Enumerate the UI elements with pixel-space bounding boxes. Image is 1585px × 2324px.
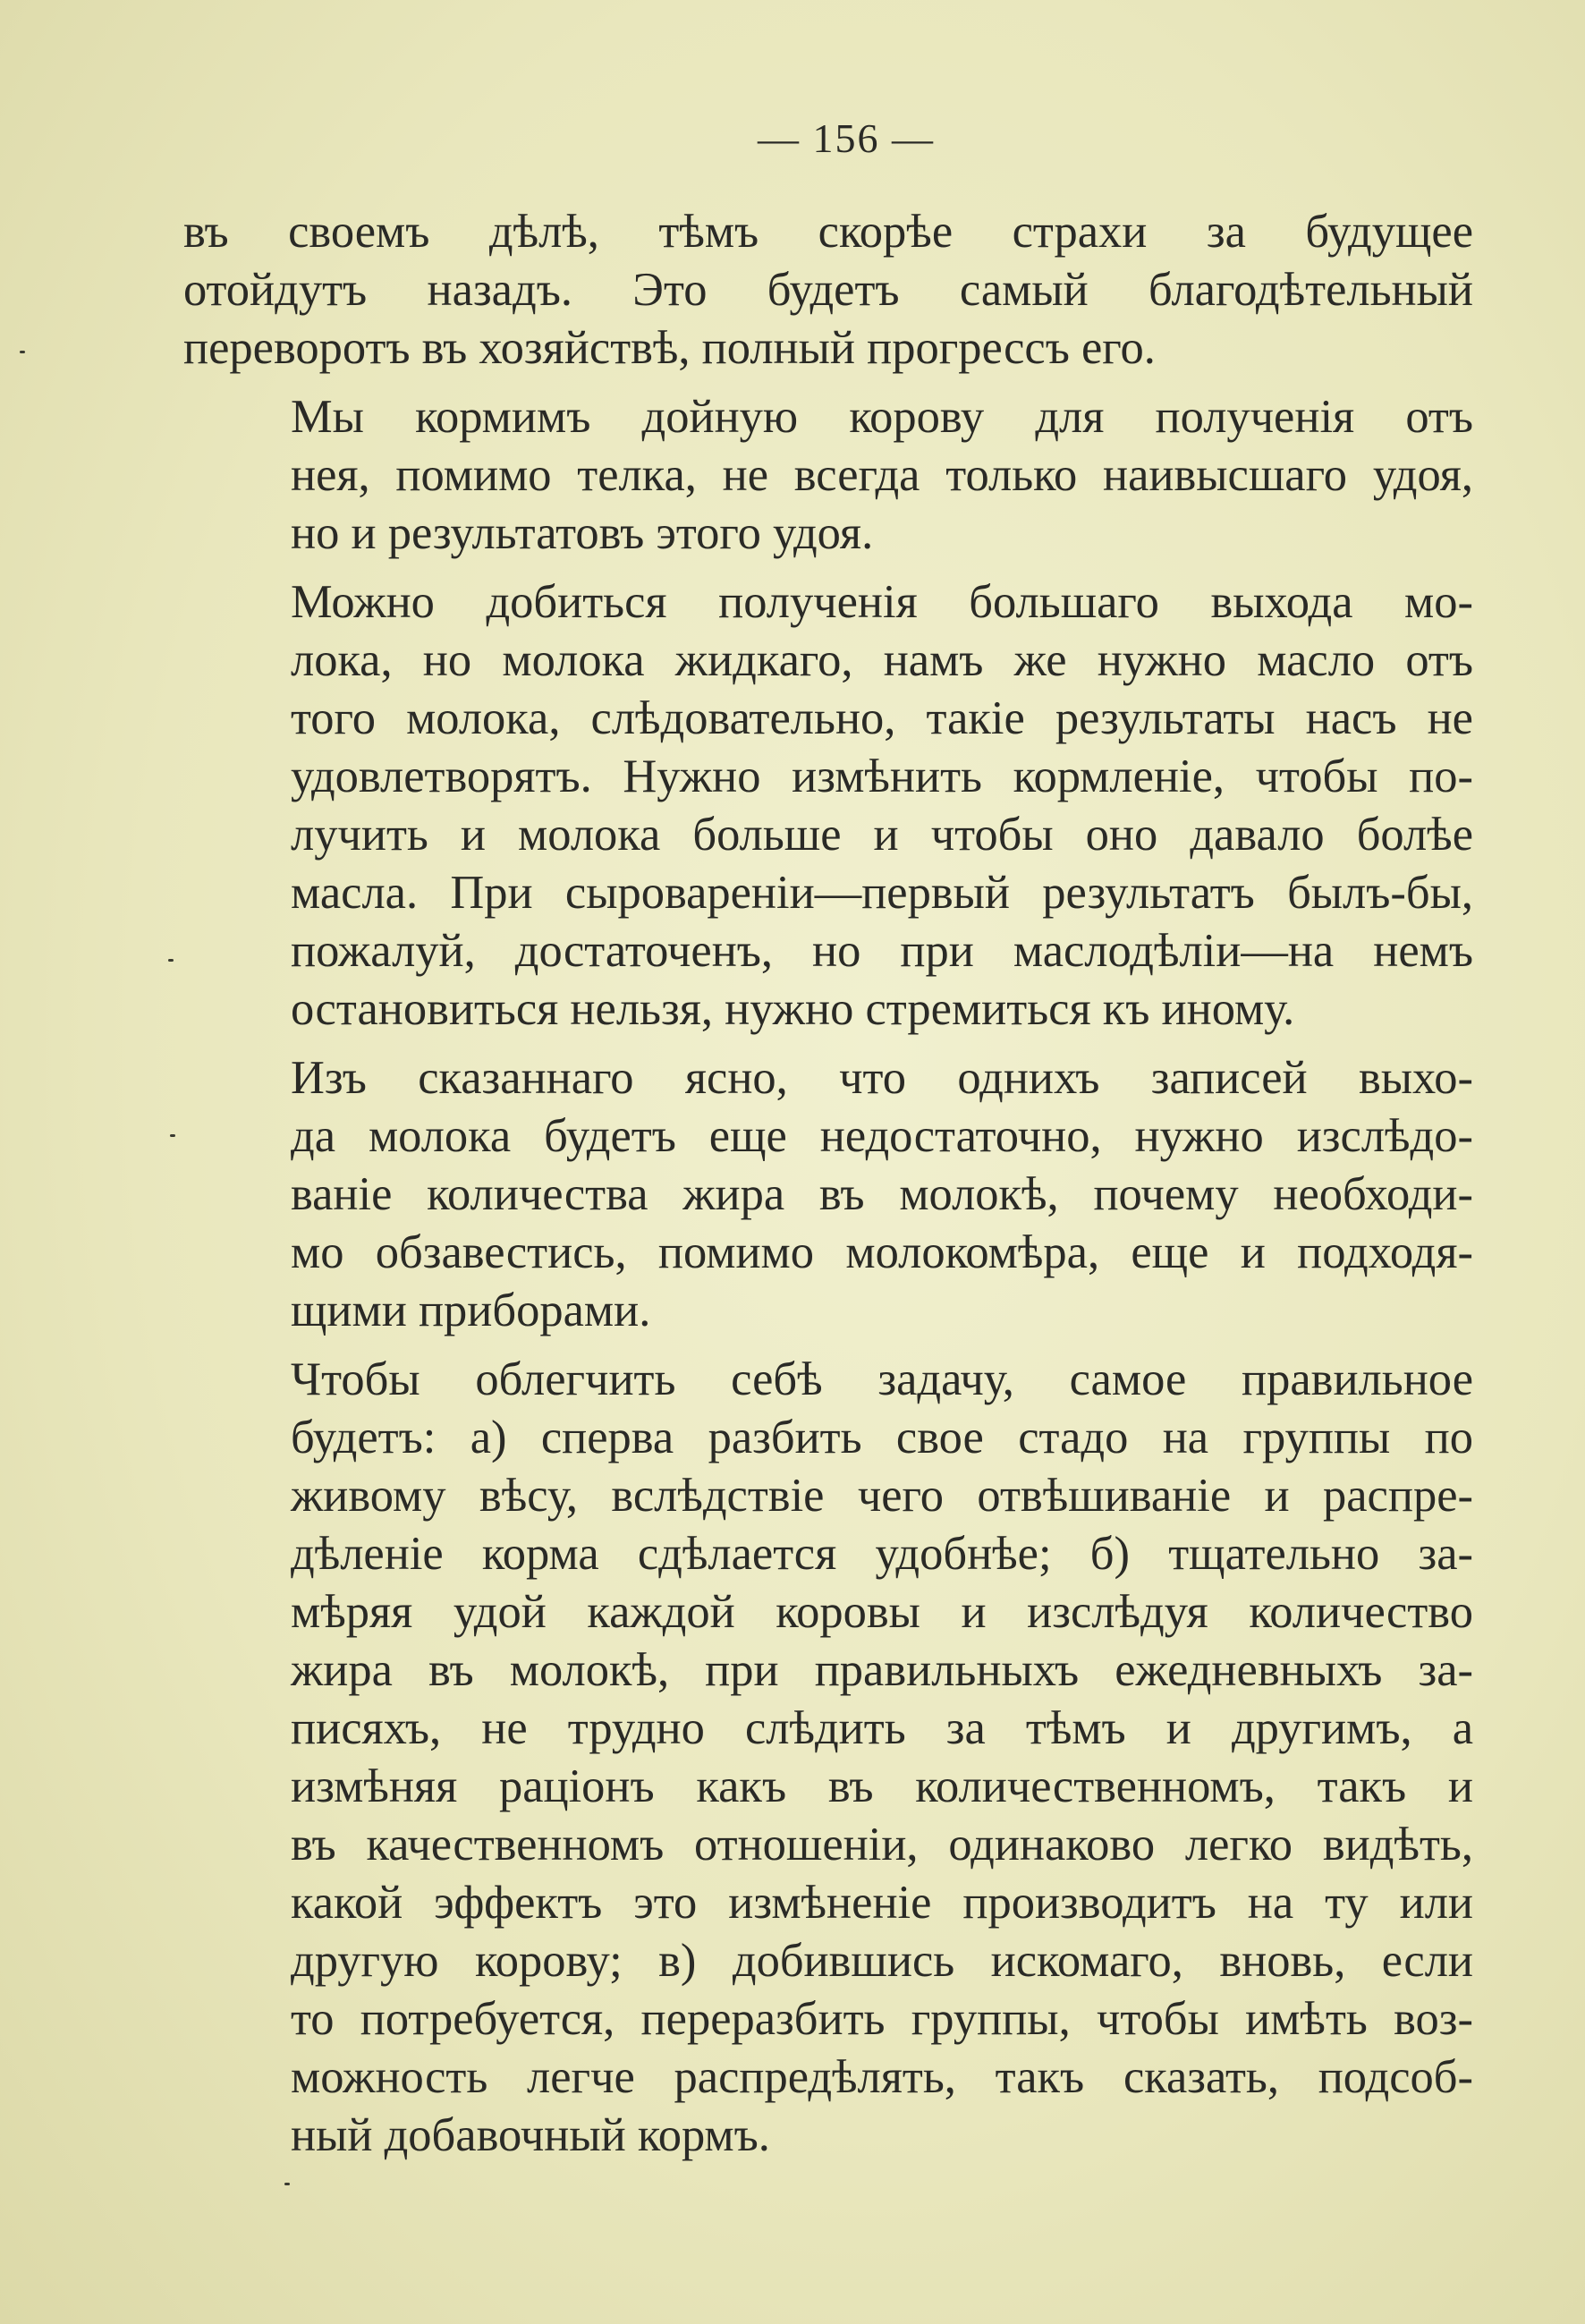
text-line: Чтобы облегчить себѣ задачу, самое правильное [291,1353,1473,1405]
text-line: удовлетворятъ. Нужно измѣнить кормленіе, чтобы по- [291,751,1473,802]
text-line: Мы кормимъ дойную корову для полученія отъ [291,391,1473,443]
text-line: лока, но молока жидкаго, намъ же нужно масло отъ [291,634,1473,686]
text-line: измѣняя раціонъ какъ въ количественномъ, такъ и [291,1760,1473,1812]
text-line: въ качественномъ отношеніи, одинаково легко видѣть, [291,1819,1473,1870]
text-line: то потребуется, переразбить группы, чтобы имѣть воз- [291,1993,1473,2045]
text-line: Можно добиться полученія большаго выхода мо- [291,576,1473,628]
text-line: въ своемъ дѣлѣ, тѣмъ скорѣе страхи за будущее [183,206,1473,258]
text-line: писяхъ, не трудно слѣдить за тѣмъ и другимъ, а [291,1702,1473,1754]
text-line: масла. При сыровареніи—первый результатъ былъ-бы, [291,867,1473,919]
text-line: можность легче распредѣлять, такъ сказать, подсоб- [291,2051,1473,2103]
text-line: жира въ молокѣ, при правильныхъ ежедневныхъ за- [291,1644,1473,1696]
text-line: ный добавочный кормъ. [291,2109,770,2161]
paragraph [183,573,1473,1039]
text-line: живому вѣсу, вслѣдствіе чего отвѣшиваніе и распре- [291,1470,1473,1522]
text-line: щими приборами. [291,1285,651,1336]
page-number: — 156 — [758,115,935,161]
text-line: нея, помимо телка, не всегда только наивысшаго удоя, [291,449,1473,501]
text-line: да молока будетъ еще недостаточно, нужно изслѣдо- [291,1110,1473,1162]
speck-mark [168,959,174,962]
paragraph [183,203,1473,377]
speck-mark [284,2183,290,2185]
text-line: мѣряя удой каждой коровы и изслѣдуя количество [291,1586,1473,1638]
text-line: переворотъ въ хозяйствѣ, полный прогрессъ его. [183,322,1156,374]
paragraph [183,1351,1473,2165]
text-line: будетъ: а) сперва разбить свое стадо на группы по [291,1412,1473,1463]
text-line: отойдутъ назадъ. Это будетъ самый благодѣтельный [183,264,1473,316]
paragraph [183,1049,1473,1340]
text-line: пожалуй, достаточенъ, но при маслодѣліи—на немъ [291,925,1473,977]
text-line: дѣленіе корма сдѣлается удобнѣе; б) тщательно за- [291,1528,1473,1580]
text-line: лучить и молока больше и чтобы оно давало болѣе [291,809,1473,861]
speck-mark [170,1134,175,1137]
text-line: ваніе количества жира въ молокѣ, почему необходи- [291,1168,1473,1220]
paragraph [183,388,1473,563]
speck-mark [20,351,25,353]
text-line: другую корову; в) добившись искомаго, вновь, если [291,1935,1473,1987]
text-line: того молока, слѣдовательно, такіе результаты насъ не [291,692,1473,744]
text-line: какой эффектъ это измѣненіе производитъ на ту или [291,1877,1473,1929]
page-body-text [183,203,1473,2165]
text-line: остановиться нельзя, нужно стремиться къ иному. [291,983,1295,1035]
text-line: мо обзавестись, помимо молокомѣра, еще и подходя- [291,1226,1473,1278]
text-line: Изъ сказаннаго ясно, что однихъ записей выхо- [291,1052,1473,1104]
text-line: но и результатовъ этого удоя. [291,507,874,559]
